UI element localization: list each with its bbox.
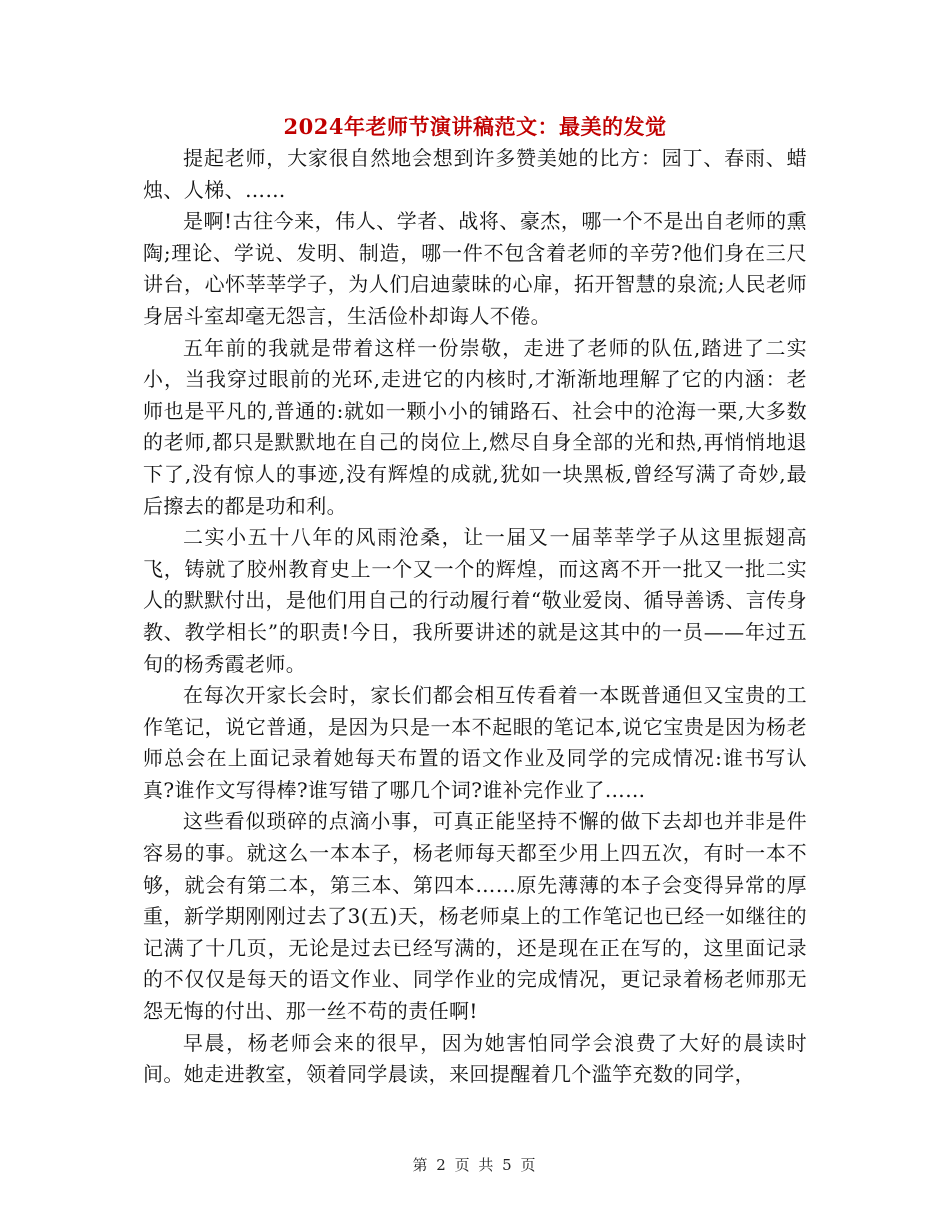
document-title: 2024年老师节演讲稿范文：最美的发觉 <box>283 114 667 139</box>
paragraph: 二实小五十八年的风雨沧桑，让一届又一届莘莘学子从这里振翅高飞，铸就了胶州教育史上一个又一个的辉煌，而这离不开一批又一批二实人的默默付出，是他们用自己的行动履行着“敬业爱岗、循导善诱、言传身教、教学相长”的职责!今日，我所要讲述的就是这其中的一员——年过五旬的杨秀霞老师。 <box>143 525 807 676</box>
paragraph: 在每次开家长会时，家长们都会相互传看着一本既普通但又宝贵的工作笔记，说它普通，是因为只是一本不起眼的笔记本,说它宝贵是因为杨老师总会在上面记录着她每天布置的语文作业及同学的完成情况:谁书写认真?谁作文写得棒?谁写错了哪几个词?谁补完作业了…… <box>143 683 807 802</box>
paragraph: 早晨，杨老师会来的很早，因为她害怕同学会浪费了大好的晨读时间。她走进教室，领着同学晨读，来回提醒着几个滥竽充数的同学， <box>143 1030 807 1087</box>
page-footer: 第 2 页 共 5 页 <box>412 1156 538 1174</box>
paragraph: 提起老师，大家很自然地会想到许多赞美她的比方：园丁、春雨、蜡烛、人梯、…… <box>143 146 807 202</box>
paragraph: 这些看似琐碎的点滴小事，可真正能坚持不懈的做下去却也并非是件容易的事。就这么一本本子，杨老师每天都至少用上四五次，有时一本不够，就会有第二本，第三本、第四本……原先薄薄的本子会变得异常的厚重，新学期刚刚过去了3(五)天，杨老师桌上的工作笔记也已经一如继往的记满了十几页，无论是过去已经写满的，还是现在正在写的，这里面记录的不仅仅是每天的语文作业、同学作业的完成情况，更记录着杨老师那无怨无悔的付出、那一丝不苟的责任啊! <box>143 809 807 1024</box>
document-body <box>143 143 807 1091</box>
paragraph: 是啊!古往今来，伟人、学者、战将、豪杰，哪一个不是出自老师的熏陶;理论、学说、发明、制造，哪一件不包含着老师的辛劳?他们身在三尺讲台，心怀莘莘学子，为人们启迪蒙昧的心扉，拓开智慧的泉流;人民老师身居斗室却毫无怨言，生活俭朴却诲人不倦。 <box>143 209 807 328</box>
paragraph: 五年前的我就是带着这样一份崇敬，走进了老师的队伍,踏进了二实小，当我穿过眼前的光环,走进它的内核时,才渐渐地理解了它的内涵：老师也是平凡的,普通的:就如一颗小小的铺路石、社会中的沧海一栗,大多数的老师,都只是默默地在自己的岗位上,燃尽自身全部的光和热,再悄悄地退下了,没有惊人的事迹,没有辉煌的成就,犹如一块黑板,曾经写满了奇妙,最后擦去的都是功和利。 <box>143 335 807 518</box>
